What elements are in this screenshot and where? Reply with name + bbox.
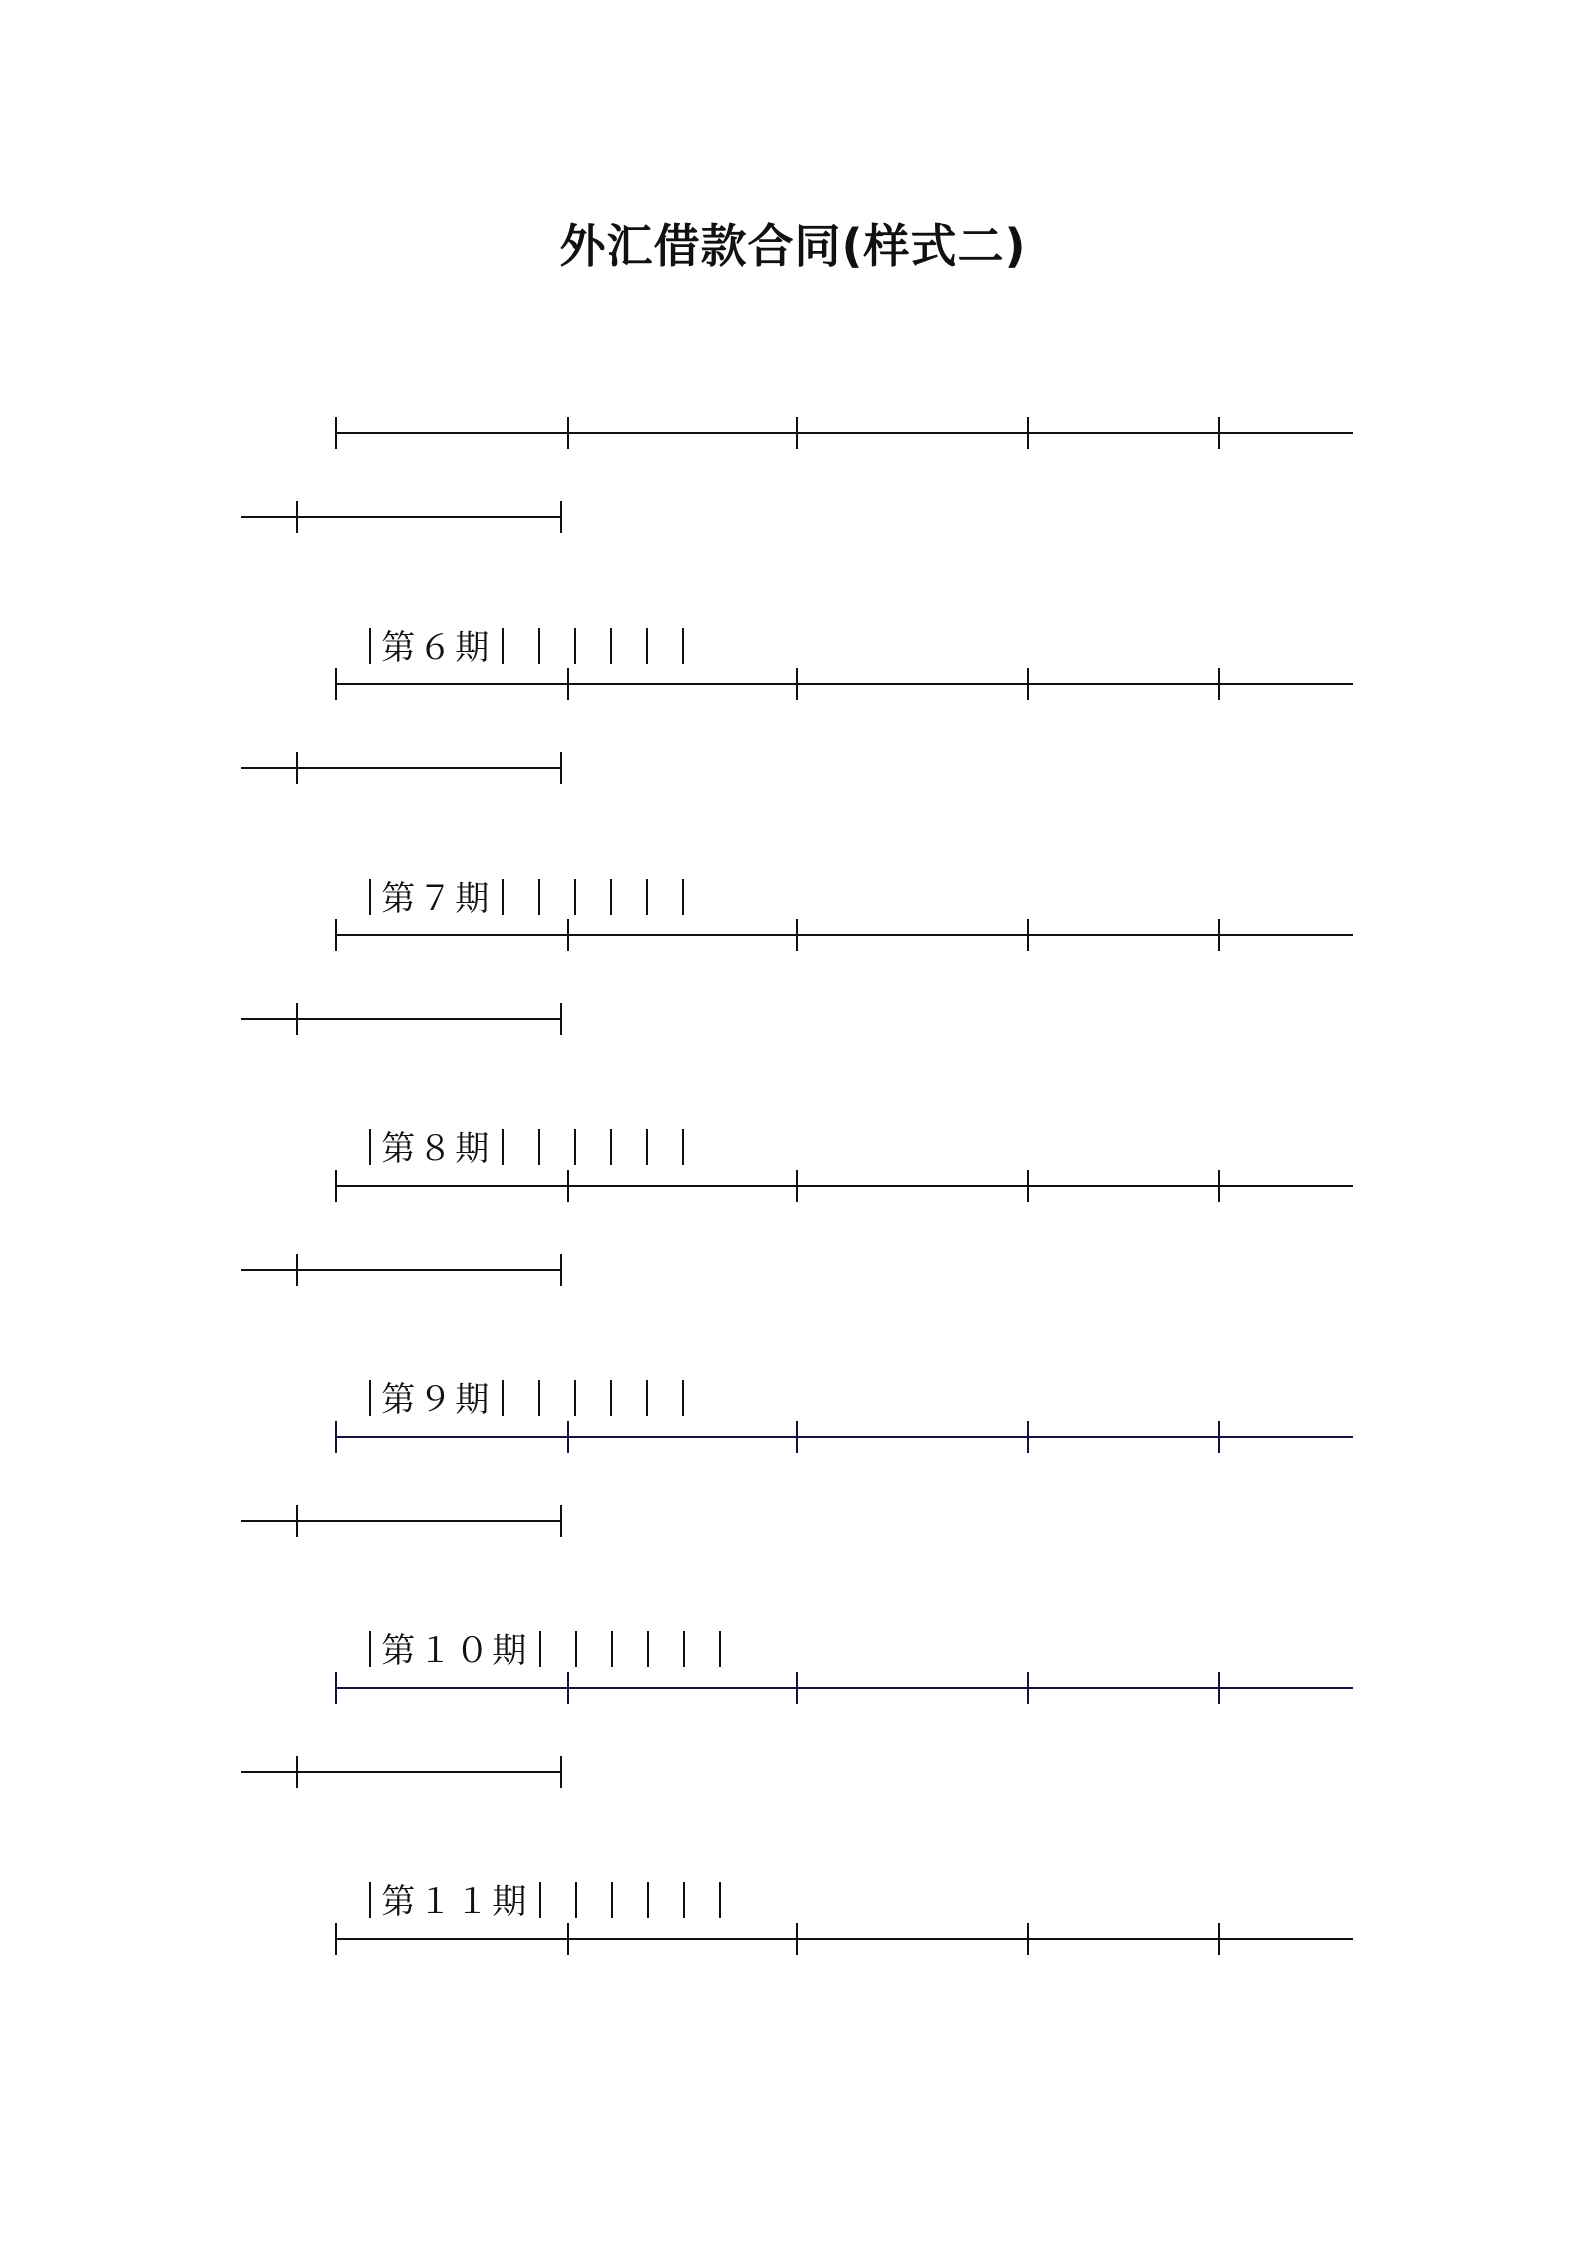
table-row-period-7	[326, 831, 684, 919]
cell-border	[646, 628, 648, 664]
cell-border	[539, 1631, 541, 1667]
cell-border	[538, 628, 540, 664]
period-label: 第９期	[381, 1379, 493, 1420]
cell-border	[682, 1380, 684, 1416]
cell-border	[683, 1882, 685, 1918]
page-title: 外汇借款合同(样式二)	[559, 219, 1027, 273]
period-label: 第６期	[381, 627, 493, 668]
cell-border	[574, 628, 576, 664]
cell-border	[369, 628, 371, 664]
cell-border	[369, 1380, 371, 1416]
period-label: 第７期	[381, 878, 493, 919]
cell-border	[369, 1129, 371, 1165]
cell-border	[610, 1380, 612, 1416]
period-label: 第１１期	[381, 1881, 530, 1922]
cell-border	[682, 1129, 684, 1165]
cell-border	[610, 628, 612, 664]
cell-border	[538, 1380, 540, 1416]
cell-border	[646, 879, 648, 915]
cell-border	[369, 879, 371, 915]
table-row-period-8	[326, 1081, 684, 1169]
cell-border	[369, 1631, 371, 1667]
cell-border	[610, 879, 612, 915]
period-label: 第１０期	[381, 1630, 530, 1671]
cell-border	[646, 1380, 648, 1416]
cell-border	[647, 1631, 649, 1667]
cell-border	[611, 1631, 613, 1667]
cell-border	[683, 1631, 685, 1667]
cell-border	[682, 628, 684, 664]
cell-border	[502, 879, 504, 915]
cell-border	[646, 1129, 648, 1165]
cell-border	[574, 1380, 576, 1416]
cell-border	[369, 1882, 371, 1918]
table-row-period-11	[326, 1834, 721, 1922]
cell-border	[610, 1129, 612, 1165]
cell-border	[682, 879, 684, 915]
cell-border	[538, 879, 540, 915]
cell-border	[611, 1882, 613, 1918]
cell-border	[538, 1129, 540, 1165]
cell-border	[574, 1129, 576, 1165]
cell-border	[647, 1882, 649, 1918]
cell-border	[719, 1631, 721, 1667]
cell-border	[502, 1380, 504, 1416]
cell-border	[575, 1882, 577, 1918]
cell-border	[502, 1129, 504, 1165]
cell-border	[539, 1882, 541, 1918]
table-row-period-10	[326, 1583, 721, 1671]
cell-border	[575, 1631, 577, 1667]
period-label: 第８期	[381, 1128, 493, 1169]
table-row-period-9	[326, 1332, 684, 1420]
table-row-period-6	[326, 580, 684, 668]
cell-border	[502, 628, 504, 664]
cell-border	[719, 1882, 721, 1918]
cell-border	[574, 879, 576, 915]
